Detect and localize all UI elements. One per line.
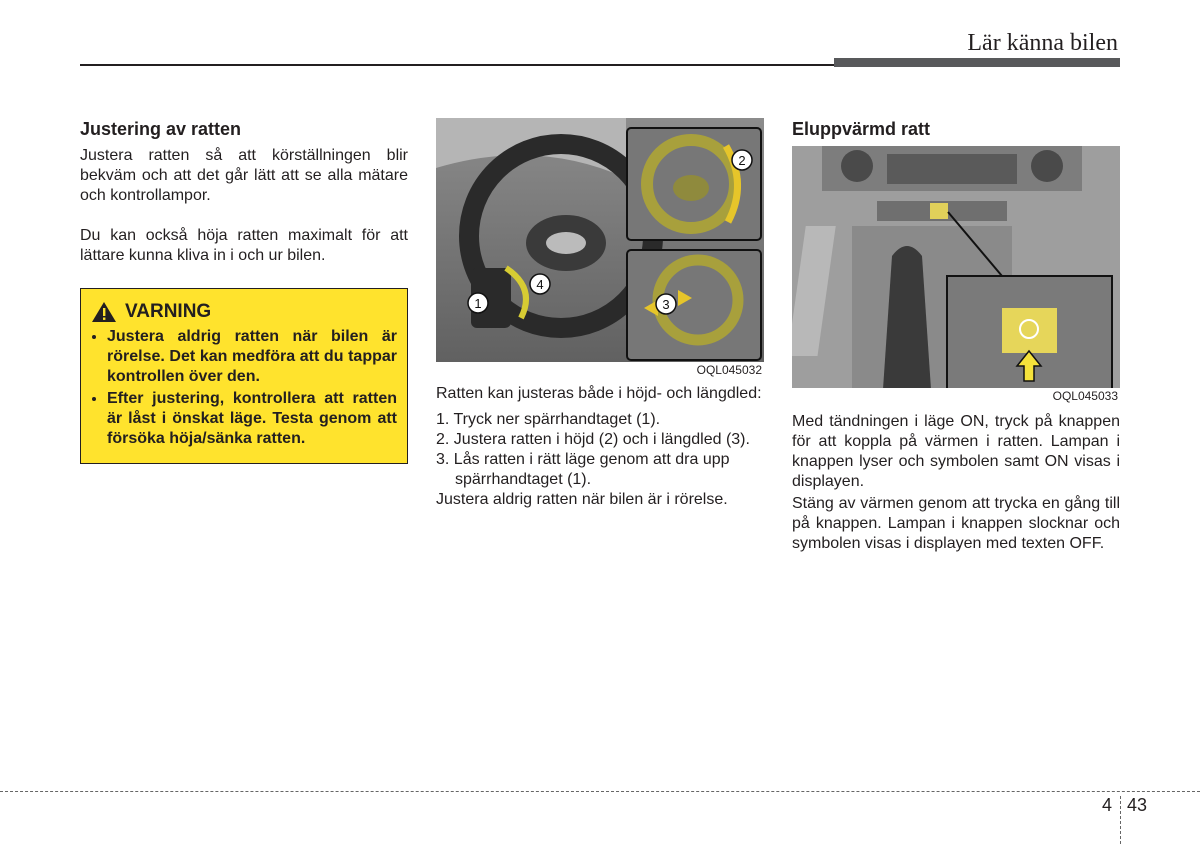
page-separator	[1120, 796, 1121, 844]
heated-wheel-illustration	[792, 146, 1120, 404]
paragraph: Ratten kan justeras både i höjd- och längdled:	[436, 385, 762, 402]
figure-code: OQL045033	[1052, 389, 1118, 403]
console-drawing	[792, 146, 1120, 404]
column-steering-adjust	[80, 118, 408, 464]
header-rule	[80, 64, 840, 66]
column-heated-wheel	[792, 118, 1120, 554]
warning-triangle-icon	[91, 301, 117, 323]
footer-rule	[0, 791, 1200, 792]
warning-item: • Justera aldrig ratten när bilen är rörelse. Det kan medföra att du tappar kontrollen över den.	[107, 327, 397, 387]
list-item: 1. Tryck ner spärrhandtaget (1).	[436, 411, 661, 428]
running-header: Lär känna bilen	[967, 30, 1118, 56]
page-number: 43	[1127, 795, 1148, 815]
callout-2: 2	[738, 153, 746, 168]
header-rule-thick	[834, 58, 1120, 67]
figure-code: OQL045032	[696, 363, 762, 377]
paragraph: Stäng av värmen genom att trycka en gång till på knappen. Lampan i knappen slocknar och symbolen visas i displayen med texten OFF.	[792, 495, 1120, 552]
warning-box	[80, 288, 408, 464]
callout-1: 1	[474, 296, 482, 311]
warning-title: VARNING	[125, 301, 212, 322]
section-heading: Eluppvärmd ratt	[792, 119, 931, 139]
column-steering-figure	[436, 118, 764, 510]
warning-item: • Efter justering, kontrollera att ratten är låst i önskat läge. Testa genom att försöka höja/sänka ratten.	[107, 389, 397, 449]
section-heading: Justering av ratten	[80, 119, 242, 139]
callout-4: 4	[536, 277, 544, 292]
list-item: 2. Justera ratten i höjd (2) och i längdled (3).	[436, 431, 750, 448]
paragraph: Du kan också höja ratten maximalt för att lättare kunna kliva in i och ur bilen.	[80, 227, 408, 264]
steering-wheel-illustration	[436, 118, 764, 378]
steering-wheel-drawing	[436, 118, 764, 378]
paragraph: Justera aldrig ratten när bilen är i rörelse.	[436, 491, 728, 508]
list-item: 3. Lås ratten i rätt läge genom att dra upp spärrhandtaget (1).	[436, 451, 730, 488]
chapter-number: 4	[1102, 795, 1113, 815]
paragraph: Justera ratten så att körställningen blir bekväm och att det går lätt att se alla mätare och kontrollampor.	[80, 147, 408, 204]
paragraph: Med tändningen i läge ON, tryck på knappen för att koppla på värmen i ratten. Lampan i knappen lyser och symbolen samt ON visas i displayen.	[792, 413, 1120, 490]
callout-3: 3	[662, 297, 670, 312]
